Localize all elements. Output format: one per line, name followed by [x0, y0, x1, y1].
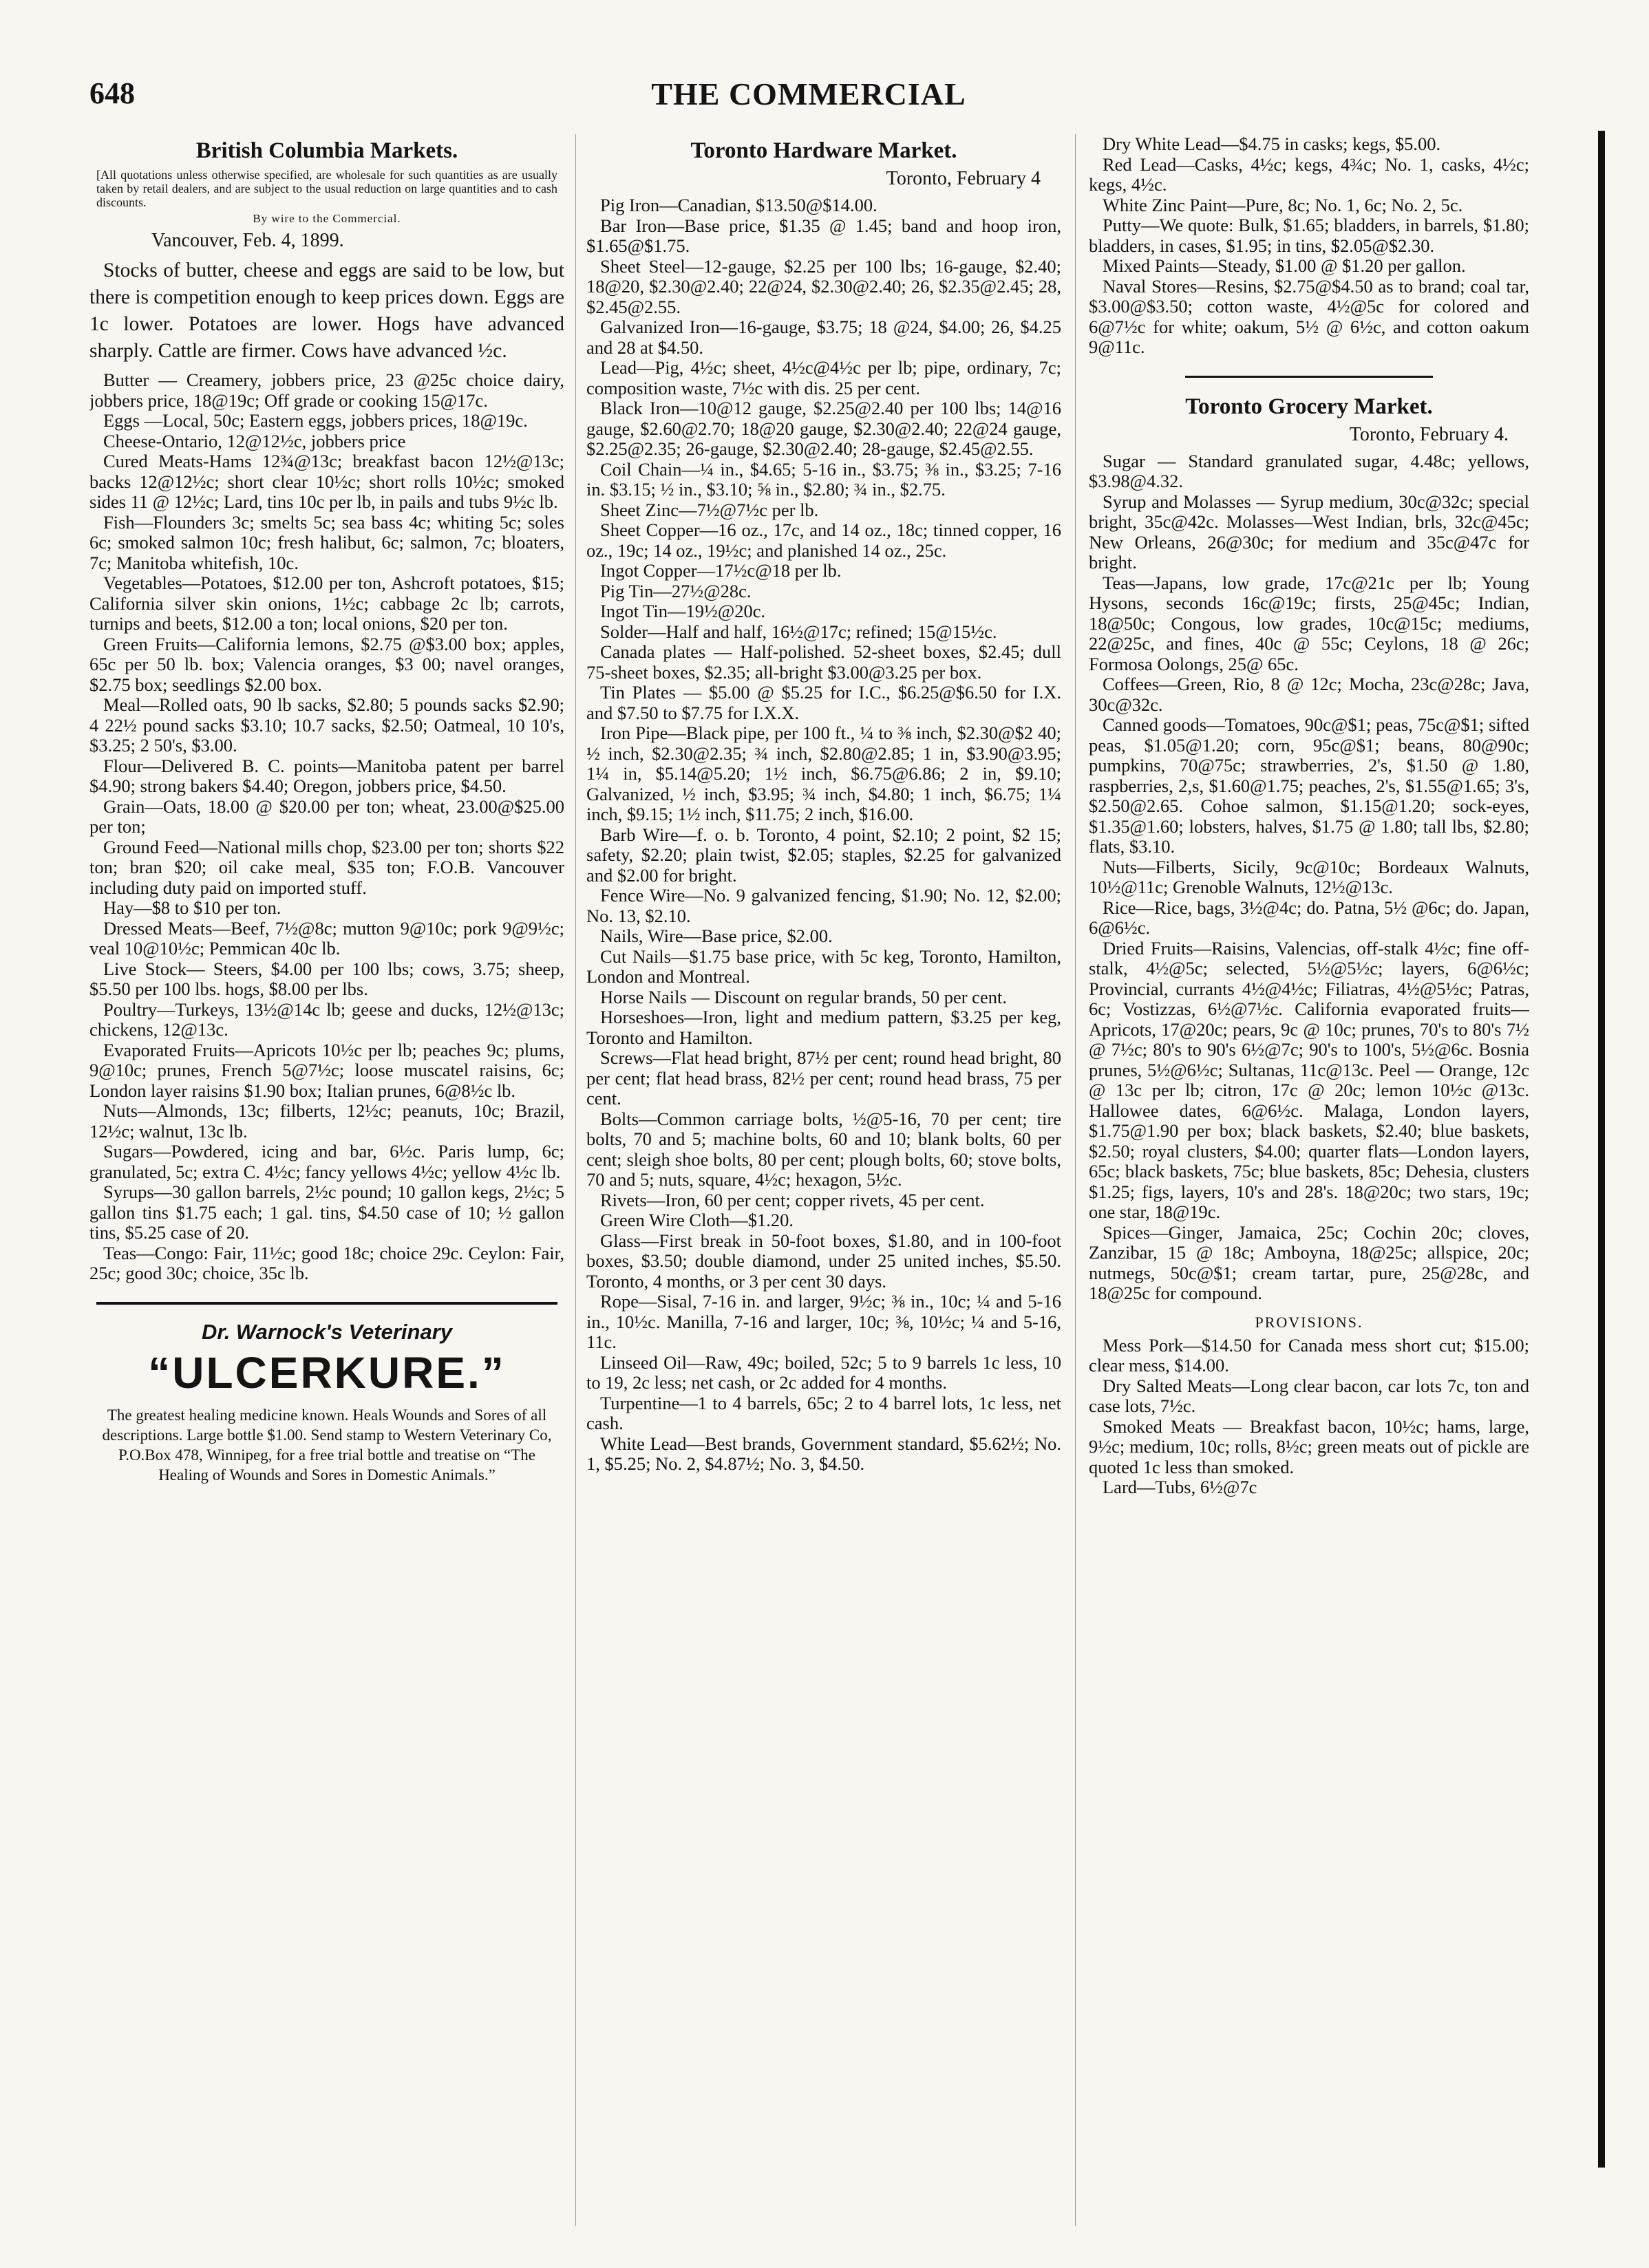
market-entry: Dry Salted Meats—Long clear bacon, car lots 7c, ton and case lots, 7½c.	[1089, 1375, 1529, 1416]
market-entry: Syrup and Molasses — Syrup medium, 30c@32c; special bright, 35c@42c. Molasses—West Indian, brls, 32c@45c; New Orleans, 26@30c; for medium and 35c@47c for bright.	[1089, 491, 1529, 573]
market-entry: Naval Stores—Resins, $2.75@$4.50 as to brand; coal tar, $3.00@$3.50; cotton waste, 4½@5c for colored and 6@7½c for white; oakum, 5½ @ 6½c, and cotton oakum 9@11c.	[1089, 275, 1529, 357]
market-entry: Grain—Oats, 18.00 @ $20.00 per ton; wheat, 23.00@$25.00 per ton;	[89, 795, 564, 837]
market-entry: Smoked Meats — Breakfast bacon, 10½c; hams, large, 9½c; medium, 10c; rolls, 8½c; green meats out of pickle are quoted 1c less than smoked.	[1089, 1415, 1529, 1477]
bc-markets-heading: British Columbia Markets.	[195, 138, 458, 163]
market-entry: Vegetables—Potatoes, $12.00 per ton, Ashcroft potatoes, $15; California silver skin onions, 1½c; cabbage 2c lb; carrots, turnips and beets, $12.00 a ton; local onions, $20 per ton.	[89, 573, 564, 634]
market-entry: Meal—Rolled oats, 90 lb sacks, $2.80; 5 pounds sacks $2.90; 4 22½ pound sacks $3.10; 10.7 sacks, $2.50; Oatmeal, 10 10's, $3.25; 2 50's, $3.00.	[89, 694, 564, 756]
journal-title: THE COMMERCIAL	[651, 76, 966, 111]
market-entry: Barb Wire—f. o. b. Toronto, 4 point, $2.10; 2 point, $2 15; safety, $2.20; plain twist, $2.05; staples, $2.25 for galvanized and $2.00 for bright.	[586, 824, 1061, 886]
market-entry: Cheese-Ontario, 12@12½c, jobbers price	[103, 430, 406, 451]
market-entry: White Zinc Paint—Pure, 8c; No. 1, 6c; No. 2, 5c.	[1103, 194, 1463, 215]
market-entry: Ingot Copper—17½c@18 per lb.	[600, 560, 842, 581]
bc-lead-paragraph: Stocks of butter, cheese and eggs are said to be low, but there is competition enough to keep prices down. Eggs are 1c lower. Potatoes are lower. Hogs have advanced sharply. Cattle are firmer. Cows have advanced ½c.	[89, 259, 564, 362]
market-entry: Nuts—Almonds, 13c; filberts, 12½c; peanuts, 10c; Brazil, 12½c; walnut, 13c lb.	[89, 1100, 564, 1142]
market-entry: Sheet Copper—16 oz., 17c, and 14 oz., 18c; tinned copper, 16 oz., 19c; 14 oz., 19½c; and planished 14 oz., 25c.	[586, 520, 1061, 561]
market-entry: Evaporated Fruits—Apricots 10½c per lb; peaches 9c; plums, 9@10c; prunes, French 5@7½c; loose muscatel raisins, 6c; London layer raisins $1.90 box; Italian prunes, 6@8½c lb.	[89, 1039, 564, 1101]
bc-wire-credit: By wire to the Commercial.	[253, 212, 401, 225]
market-entry: Hay—$8 to $10 per ton.	[103, 897, 281, 918]
toronto-grocery-dateline: Toronto, February 4.	[1349, 423, 1509, 445]
market-entry: Screws—Flat head bright, 87½ per cent; round head bright, 80 per cent; flat head brass, 82½ per cent; round head brass, 75 per cent.	[586, 1047, 1061, 1109]
market-entry: Black Iron—10@12 gauge, $2.25@2.40 per 100 lbs; 14@16 gauge, $2.60@2.70; 18@20 gauge, $2.30@2.40; 22@24 gauge, $2.25@2.35; 26-gauge, $2.30@2.40; 28-gauge, $2.45@2.55.	[586, 398, 1061, 459]
market-entry: Fish—Flounders 3c; smelts 5c; sea bass 4c; whiting 5c; soles 6c; smoked salmon 10c; fresh halibut, 6c; salmon, 7c; bloaters, 7c; Manitoba whitefish, 10c.	[89, 511, 564, 573]
market-entry: Flour—Delivered B. C. points—Manitoba patent per barrel $4.90; strong bakers $4.40; Oregon, jobbers price, $4.50.	[89, 755, 564, 796]
market-entry: Teas—Congo: Fair, 11½c; good 18c; choice 29c. Ceylon: Fair, 25c; good 30c; choice, 35c lb.	[89, 1242, 564, 1283]
market-entry: Horse Nails — Discount on regular brands, 50 per cent.	[600, 986, 1007, 1007]
provisions-heading: PROVISIONS.	[1255, 1313, 1363, 1331]
page-edge-shadow	[1598, 131, 1605, 2168]
market-entry: Tin Plates — $5.00 @ $5.25 for I.C., $6.25@$6.50 for I.X. and $7.50 to $7.75 for I.X.X.	[586, 682, 1061, 723]
column-divider-2	[1075, 134, 1076, 2226]
market-entry: Butter — Creamery, jobbers price, 23 @25c choice dairy, jobbers price, 18@19c; Off grade or cooking 15@17c.	[89, 370, 564, 411]
market-entry: Red Lead—Casks, 4½c; kegs, 4¾c; No. 1, casks, 4½c; kegs, 4½c.	[1089, 153, 1529, 195]
column-3	[1089, 134, 1529, 2102]
market-entry: Live Stock— Steers, $4.00 per 100 lbs; cows, 3.75; sheep, $5.50 per 100 lbs. hogs, $8.00 per lbs.	[89, 958, 564, 999]
market-entry: Putty—We quote: Bulk, $1.65; bladders, in barrels, $1.80; bladders, in cases, $1.95; in tins, $2.05@$2.30.	[1089, 215, 1529, 256]
toronto-hardware-heading: Toronto Hardware Market.	[690, 138, 957, 163]
market-entry: Lard—Tubs, 6½@7c	[1103, 1477, 1257, 1497]
ulcerkure-advertisement	[89, 1320, 564, 1485]
market-entry: Horseshoes—Iron, light and medium pattern, $3.25 per keg, Toronto and Hamilton.	[586, 1007, 1061, 1048]
market-entry: White Lead—Best brands, Government standard, $5.62½; No. 1, $5.25; No. 2, $4.87½; No. 3, $4.50.	[586, 1433, 1061, 1474]
market-entry: Mess Pork—$14.50 for Canada mess short cut; $15.00; clear mess, $14.00.	[1089, 1334, 1529, 1376]
market-entry: Rice—Rice, bags, 3½@4c; do. Patna, 5½ @6c; do. Japan, 6@6½c.	[1089, 897, 1529, 938]
ad-title: Dr. Warnock's Veterinary	[201, 1319, 453, 1344]
market-entry: Solder—Half and half, 16½@17c; refined; 15@15½c.	[600, 621, 997, 642]
market-entry: Cut Nails—$1.75 base price, with 5c keg, Toronto, Hamilton, London and Montreal.	[586, 945, 1061, 987]
market-entry: Ingot Tin—19½@20c.	[600, 601, 766, 621]
market-entry: Mixed Paints—Steady, $1.00 @ $1.20 per gallon.	[1103, 255, 1466, 276]
ad-body: The greatest healing medicine known. Heals Wounds and Sores of all descriptions. Large bottle $1.00. Send stamp to Western Veterinary Co, P.O.Box 478, Winnipeg, for a free trial bottle and treatise on “The Healing of Wounds and Sores in Domestic Animals.”	[102, 1406, 552, 1484]
market-entry: Canned goods—Tomatoes, 90c@$1; peas, 75c@$1; sifted peas, $1.05@1.20; corn, 95c@$1; beans, 80@90c; pumpkins, 70@75c; strawberries, 2's, $1.50 @ 1.80, raspberries, 2,s, $1.60@1.75; peaches, 2's, $1.55@1.65; 3's, $2.50@2.65. Cohoe salmon, $1.15@1.20; sock-eyes, $1.35@1.60; lobsters, halves, $1.75 @ 1.80; tall lbs, $2.80; flats, $3.10.	[1089, 714, 1529, 857]
market-entry: Teas—Japans, low grade, 17c@21c per lb; Young Hysons, seconds 16c@19c; firsts, 25@45c; Indian, 18@50c; Congous, low grades, 10c@15c; mediums, 22@25c, and fines, 40c @ 55c; Ceylons, 18 @ 26c; Formosa Oolongs, 25@ 65c.	[1089, 572, 1529, 674]
market-entry: Poultry—Turkeys, 13½@14c lb; geese and ducks, 12½@13c; chickens, 12@13c.	[89, 998, 564, 1040]
market-entry: Linseed Oil—Raw, 49c; boiled, 52c; 5 to 9 barrels 1c less, 10 to 19, 2c less; net cash, or 2c added for 4 months.	[586, 1351, 1061, 1393]
market-entry: Green Fruits—California lemons, $2.75 @$3.00 box; apples, 65c per 50 lb. box; Valencia oranges, $3 00; navel oranges, $2.75 box; seedlings $2.00 box.	[89, 633, 564, 695]
market-entry: Bolts—Common carriage bolts, ½@5-16, 70 per cent; tire bolts, 70 and 5; machine bolts, 60 and 10; blank bolts, 60 per cent; sleigh shoe bolts, 80 per cent; plough bolts, 60; stove bolts, 70 and 5; nuts, square, 4½c; hexagon, 5½c.	[586, 1108, 1061, 1190]
market-entry: Eggs —Local, 50c; Eastern eggs, jobbers prices, 18@19c.	[103, 410, 528, 431]
column-1	[89, 134, 564, 2233]
section-divider	[96, 1302, 557, 1305]
market-entry: Cured Meats-Hams 12¾@13c; breakfast bacon 12½@13c; backs 12@12½c; short clear 10½c; short rolls 10½c; smoked sides 11 @ 12½c; Lard, tins 10c per lb, in pails and tubs 9½c lb.	[89, 451, 564, 512]
market-entry: Lead—Pig, 4½c; sheet, 4½c@4½c per lb; pipe, ordinary, 7c; composition waste, 7½c with dis. 25 per cent.	[586, 357, 1061, 398]
market-entry: Nuts—Filberts, Sicily, 9c@10c; Bordeaux Walnuts, 10½@11c; Grenoble Walnuts, 12½@13c.	[1089, 856, 1529, 897]
page-header	[89, 76, 1528, 124]
market-entry: Coffees—Green, Rio, 8 @ 12c; Mocha, 23c@28c; Java, 30c@32c.	[1089, 674, 1529, 715]
market-entry: Dressed Meats—Beef, 7½@8c; mutton 9@10c; pork 9@9½c; veal 10@10½c; Pemmican 40c lb.	[89, 917, 564, 959]
bc-quotation-note: [All quotations unless otherwise specified, are wholesale for such quantities as are usually taken by retail dealers, and are subject to the usual reduction on large quantities and to cash discounts.	[96, 168, 557, 209]
market-entry: Syrups—30 gallon barrels, 2½c pound; 10 gallon kegs, 2½c; 5 gallon tins $1.75 each; 1 gal. tins, $4.50 case of 10; ½ gallon tins, $5.25 case of 20.	[89, 1181, 564, 1243]
market-entry: Pig Iron—Canadian, $13.50@$14.00.	[600, 195, 877, 215]
toronto-hardware-dateline: Toronto, February 4	[886, 168, 1041, 189]
column-divider-1	[575, 134, 576, 2226]
toronto-grocery-heading: Toronto Grocery Market.	[1185, 394, 1433, 419]
market-entry: Sheet Zinc—7½@7½c per lb.	[600, 499, 819, 520]
market-entry: Spices—Ginger, Jamaica, 25c; Cochin 20c; cloves, Zanzibar, 15 @ 18c; Amboyna, 18@25c; allspice, 20c; nutmegs, 50c@$1; cream tartar, pure, 25@28c, and 18@25c for compound.	[1089, 1221, 1529, 1303]
bc-dateline: Vancouver, Feb. 4, 1899.	[151, 230, 344, 251]
market-entry: Sheet Steel—12-gauge, $2.25 per 100 lbs; 16-gauge, $2.40; 18@20, $2.30@2.40; 22@24, $2.30@2.40; 26, $2.35@2.45; 28, $2.45@2.55.	[586, 255, 1061, 317]
market-entry: Turpentine—1 to 4 barrels, 65c; 2 to 4 barrel lots, 1c less, net cash.	[586, 1392, 1061, 1433]
market-entry: Glass—First break in 50-foot boxes, $1.80, and in 100-foot boxes, $3.50; double diamond, under 25 united inches, $5.50. Toronto, 4 months, or 3 per cent 30 days.	[586, 1230, 1061, 1292]
market-entry: Canada plates — Half-polished. 52-sheet boxes, $2.45; dull 75-sheet boxes, $2.35; all-bright $3.00@3.25 per box.	[586, 641, 1061, 683]
market-entry: Rope—Sisal, 7-16 in. and larger, 9½c; ⅜ in., 10c; ¼ and 5-16 in., 10½c. Manilla, 7-16 and larger, 10c; ⅜, 10½c; ¼ and 5-16, 11c.	[586, 1291, 1061, 1352]
column-2	[586, 134, 1061, 2254]
page-number: 648	[89, 76, 135, 110]
market-entry: Green Wire Cloth—$1.20.	[600, 1210, 794, 1230]
section-divider	[1185, 376, 1433, 378]
market-entry: Bar Iron—Base price, $1.35 @ 1.45; band and hoop iron, $1.65@$1.75.	[586, 215, 1061, 256]
market-entry: Sugars—Powdered, icing and bar, 6½c. Paris lump, 6c; granulated, 5c; extra C. 4½c; fancy yellows 4½c; yellow 4½c lb.	[89, 1141, 564, 1182]
market-entry: Ground Feed—National mills chop, $23.00 per ton; shorts $22 ton; bran $20; oil cake meal, $35 ton; F.O.B. Vancouver including duty paid on imported stuff.	[89, 836, 564, 898]
ad-product-name: “ULCERKURE.”	[148, 1347, 506, 1398]
market-entry: Sugar — Standard granulated sugar, 4.48c; yellows, $3.98@4.32.	[1089, 450, 1529, 491]
market-entry: Pig Tin—27½@28c.	[600, 580, 752, 601]
market-entry: Rivets—Iron, 60 per cent; copper rivets, 45 per cent.	[600, 1189, 985, 1210]
market-entry: Iron Pipe—Black pipe, per 100 ft., ¼ to ⅜ inch, $2.30@$2 40; ½ inch, $2.30@2.35; ¾ inch, $2.80@2.85; 1 in, $3.90@3.95; 1¼ in, $5.14@5.20; 1½ inch, $6.75@6.86; 2 in, $9.10; Galvanized, ½ inch, $3.95; ¾ inch, $4.80; 1 inch, $6.75; 1¼ inch, $9.15; 1½ inch, $11.75; 2 inch, $16.00.	[586, 723, 1061, 824]
market-entry: Dried Fruits—Raisins, Valencias, off-stalk 4½c; fine off-stalk, 4½@5c; selected, 5½@5½c; layers, 6@6½c; Provincial, currants 4½@4½c; Filiatras, 4½@5½c; Patras, 6c; Vostizzas, 6½@7½c. California evaporated fruits—Apricots, 17@20c; pears, 9c @ 10c; prunes, 70's to 80's 7½ @ 7½c; 80's to 90's 6½@7c; 90's to 100's, 5½@6c. Bosnia prunes, 5½@6½c; Sultanas, 11c@13c. Peel — Orange, 12c @ 13c per lb; citron, 17c @ 20c; lemon 10½c @13c. Hallowee dates, 6@6½c. Malaga, London layers, $1.75@1.90 per box; black baskets, $2.40; blue baskets, $2.50; royal clusters, $4.00; quarter flats—London layers, 65c; black baskets, 75c; blue baskets, 85c; Dehesia, clusters $1.25; figs, layers, 10's and 28's. 18@20c; two stars, 19c; one star, 18@19c.	[1089, 937, 1529, 1222]
market-entry: Dry White Lead—$4.75 in casks; kegs, $5.00.	[1103, 134, 1441, 154]
market-entry: Galvanized Iron—16-gauge, $3.75; 18 @24, $4.00; 26, $4.25 and 28 at $4.50.	[586, 317, 1061, 358]
market-entry: Coil Chain—¼ in., $4.65; 5-16 in., $3.75; ⅜ in., $3.25; 7-16 in. $3.15; ½ in., $3.10; ⅝ in., $2.80; ¾ in., $2.75.	[586, 458, 1061, 500]
market-entry: Nails, Wire—Base price, $2.00.	[600, 926, 833, 946]
market-entry: Fence Wire—No. 9 galvanized fencing, $1.90; No. 12, $2.00; No. 13, $2.10.	[586, 885, 1061, 926]
